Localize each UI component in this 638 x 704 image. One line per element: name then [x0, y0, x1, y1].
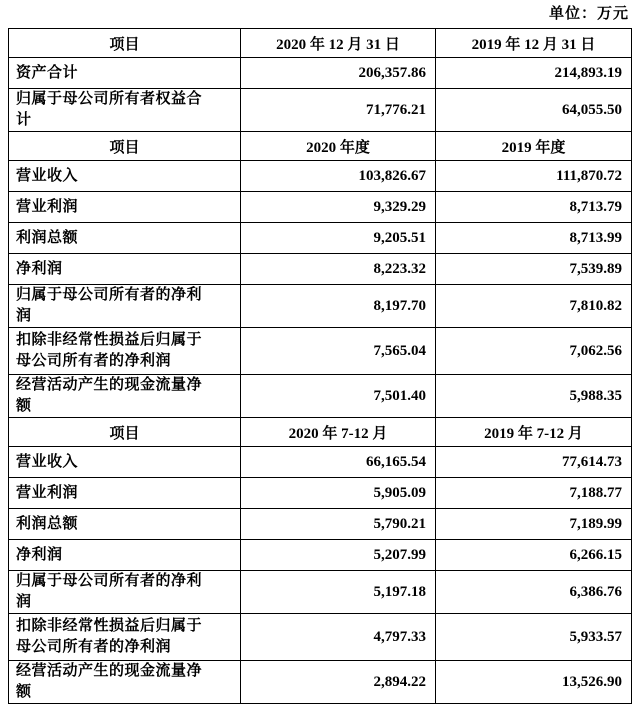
table-row	[9, 509, 632, 540]
table-row	[9, 614, 632, 661]
table-row	[9, 58, 632, 89]
value-2020: 7,565.04	[241, 328, 436, 375]
value-2019: 64,055.50	[436, 89, 632, 132]
value-2020: 5,197.18	[241, 571, 436, 614]
section-3-header-row	[9, 418, 632, 447]
section-1-header-col2: 2020 年 12 月 31 日	[241, 29, 436, 58]
section-2-header-row	[9, 132, 632, 161]
row-label: 营业利润	[9, 478, 241, 509]
value-2019: 5,988.35	[436, 375, 632, 418]
value-2019: 7,062.56	[436, 328, 632, 375]
value-2020: 8,223.32	[241, 254, 436, 285]
value-2019: 111,870.72	[436, 161, 632, 192]
unit-label: 单位：万元	[548, 6, 629, 22]
row-label: 扣除非经常性损益后归属于母公司所有者的净利润	[9, 614, 241, 661]
value-2019: 8,713.79	[436, 192, 632, 223]
value-2020: 5,207.99	[241, 540, 436, 571]
value-2019: 5,933.57	[436, 614, 632, 661]
value-2019: 13,526.90	[436, 661, 632, 704]
row-label: 归属于母公司所有者权益合计	[9, 89, 241, 132]
section-2-header-col2: 2020 年度	[241, 132, 436, 161]
row-label: 营业收入	[9, 161, 241, 192]
table-row	[9, 254, 632, 285]
table-row	[9, 540, 632, 571]
row-label: 利润总额	[9, 509, 241, 540]
section-3-header-col2: 2020 年 7-12 月	[241, 418, 436, 447]
section-1-header-row	[9, 29, 632, 58]
value-2020: 4,797.33	[241, 614, 436, 661]
table-row	[9, 328, 632, 375]
row-label: 净利润	[9, 540, 241, 571]
section-1-header-col3: 2019 年 12 月 31 日	[436, 29, 632, 58]
value-2019: 7,539.89	[436, 254, 632, 285]
value-2020: 103,826.67	[241, 161, 436, 192]
table-row	[9, 161, 632, 192]
value-2019: 214,893.19	[436, 58, 632, 89]
value-2020: 5,905.09	[241, 478, 436, 509]
row-label: 资产合计	[9, 58, 241, 89]
financial-summary-table-body	[9, 29, 632, 704]
row-label: 扣除非经常性损益后归属于母公司所有者的净利润	[9, 328, 241, 375]
table-row	[9, 285, 632, 328]
financial-summary-table	[8, 28, 632, 704]
section-2-header-col1: 项目	[9, 132, 241, 161]
value-2019: 6,266.15	[436, 540, 632, 571]
row-label: 营业利润	[9, 192, 241, 223]
table-row	[9, 661, 632, 704]
row-label: 经营活动产生的现金流量净额	[9, 661, 241, 704]
table-row	[9, 192, 632, 223]
table-row	[9, 223, 632, 254]
section-1-header-col1: 项目	[9, 29, 241, 58]
table-row	[9, 478, 632, 509]
section-2-header-col3: 2019 年度	[436, 132, 632, 161]
table-row	[9, 447, 632, 478]
section-3-header-col1: 项目	[9, 418, 241, 447]
row-label: 经营活动产生的现金流量净额	[9, 375, 241, 418]
section-3-header-col3: 2019 年 7-12 月	[436, 418, 632, 447]
value-2019: 8,713.99	[436, 223, 632, 254]
row-label: 归属于母公司所有者的净利润	[9, 571, 241, 614]
value-2020: 9,329.29	[241, 192, 436, 223]
row-label: 营业收入	[9, 447, 241, 478]
value-2020: 9,205.51	[241, 223, 436, 254]
table-row	[9, 375, 632, 418]
value-2019: 7,810.82	[436, 285, 632, 328]
value-2020: 66,165.54	[241, 447, 436, 478]
value-2020: 2,894.22	[241, 661, 436, 704]
row-label: 利润总额	[9, 223, 241, 254]
row-label: 归属于母公司所有者的净利润	[9, 285, 241, 328]
row-label: 净利润	[9, 254, 241, 285]
value-2020: 206,357.86	[241, 58, 436, 89]
table-row	[9, 89, 632, 132]
table-row	[9, 571, 632, 614]
value-2020: 5,790.21	[241, 509, 436, 540]
value-2019: 7,189.99	[436, 509, 632, 540]
value-2019: 7,188.77	[436, 478, 632, 509]
value-2020: 8,197.70	[241, 285, 436, 328]
value-2019: 6,386.76	[436, 571, 632, 614]
value-2020: 7,501.40	[241, 375, 436, 418]
value-2019: 77,614.73	[436, 447, 632, 478]
value-2020: 71,776.21	[241, 89, 436, 132]
